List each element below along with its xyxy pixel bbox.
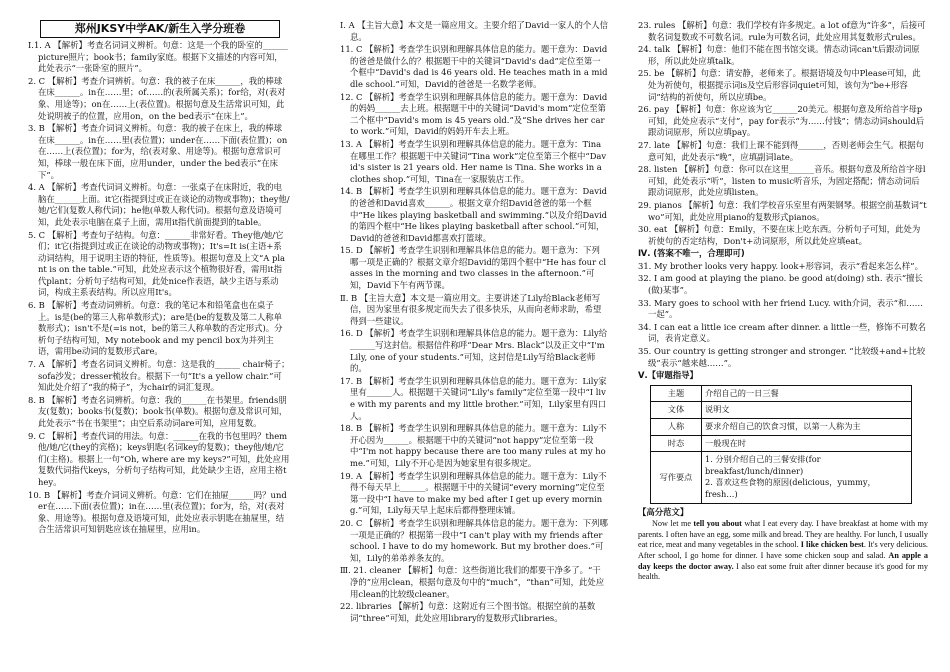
answer-item: 5. C 【解析】考查句子结构。句意：______非常好看。They他/她/它们；it它(指提到过或正在谈论的动物或事物)；It's=It is(主语+系动词结构，用于说明主语的特征，性质等)。根据句意及上文“A plant is on the table.”可知，此处应表示这个植物很好看，需用it指代plant；分析句子结构可知，此处nice作表语，缺少主语与系动词，构成主系表结构。所以应用It's。 bbox=[28, 229, 286, 298]
essay-highlight: I like chicken best bbox=[800, 540, 864, 550]
answer-item: 8. B 【解析】考查名词辨析。句意：我的______在书架里。friends朋友(复数)；books书(复数)；book书(单数)。根据句意及常识可知，此处表示“书在书架里”；由空后系动词are可知，应用复数。 bbox=[28, 394, 288, 428]
answer-item: 14. B 【解析】考查学生识别和理解具体信息的能力。题干意为：David的爸爸和David喜欢______。根据文章介绍David爸爸的第一个框中“He likes playing basketball and swimming.”以及介绍David的第四个框中“He likes playing basketball after school.”可知，David的爸爸和David都喜欢打篮球。 bbox=[340, 186, 608, 243]
writing-point: 1. 分别介绍自己的三餐安排(for breakfast/lunch/dinner) bbox=[705, 454, 821, 476]
column-middle bbox=[340, 20, 608, 625]
answer-item: 2. C 【解析】考查介词辨析。句意：我的被子在床______，我的棒球在床______。in在……里；of……的(表所属关系)；for给，对(表对象、用途等)；on在……上(表位置)。根据句意及生活常识可知，此处说明被子的位置，应用on，on the bed表示“在床上”。 bbox=[28, 75, 286, 121]
answer-item: 23. rules 【解析】句意：我们学校有许多规定。a lot of意为“许多”，后接可数名词复数或不可数名词。rule为可数名词，此处应用其复数形式rules。 bbox=[638, 20, 926, 42]
answer-item: 11. C 【解析】考查学生识别和理解具体信息的能力。题干意为：David的爸爸是做什么的？根据题干中的关键词“David's dad”定位至第一个框中“David's dad is 46 years old. He teaches math in a middle school.”可知，David的爸爸是一名数学老师。 bbox=[340, 44, 608, 89]
answer-item: 25. be 【解析】句意：请安静，老师来了。根据语境及句中Please可知，此处为祈使句，根据提示词is及空后形容词quiet可知，该句为“be+形容词”结构的祈使句，所以应填be。 bbox=[638, 68, 921, 102]
page-title: 郑州JKSY中学AK/新生入学分班卷 bbox=[40, 20, 280, 38]
answer-item: 13. A 【解析】考查学生识别和理解具体信息的能力。题干意为：Tina在哪里工作？根据题干中关键词“Tina work”定位至第三个框中“David's sister is 21 years old. Her name is Tina. She works in a clothes shop.”可知，Tina在一家服装店工作。 bbox=[340, 138, 607, 184]
column-right bbox=[638, 20, 928, 583]
table-key: 主题 bbox=[651, 385, 702, 402]
answer-item: 31. My brother looks very happy. look+形容词，表示“看起来怎么样”。 bbox=[638, 260, 923, 271]
answer-item: 19. A 【解析】考查学生识别和理解具体信息的能力。题干意为：Lily不得不每天早上______。根据题干中的关键词“every morning”定位至第一段中“I have to make my bed after I get up every morning.”可知，Lily每天早上起床后都得整理床铺。 bbox=[340, 470, 607, 516]
answer-item: 15. D 【解析】考查学生识别和理解具体信息的能力。题干意为：下列哪一项是正确的？根据文章介绍David的第四个框中“He has four classes in the morning and two classes in the afternoon.”可知，David下午有两节课。 bbox=[340, 245, 607, 291]
writing-guide-table bbox=[650, 385, 912, 504]
table-row bbox=[651, 419, 912, 436]
answer-item: Ⅰ.1. A 【解析】考查名词词义辨析。句意：这是一个我的卧室的______ picture照片；book书；family家庭。根据下文描述的内容可知，此处表示“一张卧室的照片”。 bbox=[28, 40, 288, 74]
table-row bbox=[651, 435, 912, 452]
answer-item: Ⅰ. A 【主旨大意】本文是一篇应用文。主要介绍了David一家人的个人信息。 bbox=[340, 20, 608, 42]
table-key: 写作要点 bbox=[651, 452, 702, 503]
answer-item: 20. C 【解析】考查学生识别和理解具体信息的能力。题干意为：下列哪一项是正确的？根据第一段中“I can't play with my friends after school. I have to do my homework. But my brother does.”可知，Lily的弟弟养条友的。 bbox=[340, 517, 608, 563]
answer-item: 12. C 【解析】考查学生识别和理解具体信息的能力。题干意为：David的妈妈______去上班。根据题干中的关键词“David's mom”定位至第二个框中“David's mom is 45 years old.”及“She drives her car to work.”可知，David的妈妈开车去上班。 bbox=[340, 91, 608, 137]
answer-item: 10. B 【解析】考查介词词义辨析。句意：它们在抽屉______吗？under在……下面(表位置)；in在……里(表位置)；for为，给，对(表对象、用途等)。根据句意及语境可知，此处应表示钥匙在抽屉里，结合生活常识可知钥匙应该在抽屉里，应用in。 bbox=[28, 489, 287, 535]
answer-item: 26. pay 【解析】句意：你应该为它______20美元。根据句意及所给首字母p可知，此处应表示“支付”，pay for表示“为……付钱”；情态动词should后跟动词原形，所以应填pay。 bbox=[638, 104, 925, 138]
answer-item: 30. eat 【解析】句意：Emily，不要在床上吃东西。分析句子可知，此处为祈使句的否定结构，Don't+动词原形，所以此处应填eat。 bbox=[638, 224, 921, 246]
answer-item: 33. Mary goes to school with her friend Lucy. with介词，表示“和……一起”。 bbox=[638, 297, 924, 320]
writing-point: 2. 喜欢这些食物的原因(delicious，yummy，fresh…) bbox=[705, 477, 876, 499]
answer-item: 24. talk 【解析】句意：他们不能在图书馆交谈。情态动词can't后跟动词原形，所以此处应填talk。 bbox=[638, 44, 920, 66]
essay-text: . It's very delicious. After school, I go home for dinner. I have some chicken soup and salad. bbox=[638, 540, 928, 560]
answers-part1 bbox=[28, 40, 290, 536]
answer-item: 4. A 【解析】考查代词词义辨析。句意：一张桌子在床附近，我的电脑在______上面。it它(指提到过或正在谈论的动物或事物)；they他/她/它们(复数人称代词)；he他(单数人称代词)。根据句意及语境可知，此处表示电脑在桌子上面，需用it指代前面提到的table。 bbox=[28, 182, 290, 227]
answer-item: 18. B 【解析】考查学生识别和理解具体信息的能力。题干意为：Lily不开心因为______。根据题干中的关键词“not happy”定位至第一段中“I'm not happy because there are too many rules at my home.”可知，Lily不开心是因为她家里有很多规定。 bbox=[340, 423, 607, 468]
answer-item: 28. listen 【解析】句意：你可以在这里______音乐。根据句意及所给首字母l可知，此处表示“听”，listen to music听音乐，为固定搭配；情态动词后跟动词原形，此处应填listen。 bbox=[638, 164, 926, 198]
table-key: 文体 bbox=[651, 402, 702, 419]
table-row bbox=[651, 402, 912, 419]
section-heading: Ⅴ.【审题指导】 bbox=[638, 370, 698, 381]
answer-item: 29. pianos 【解析】句意：我们学校音乐室里有两架钢琴。根据空前基数词“two”可知，此处应用piano的复数形式pianos。 bbox=[638, 199, 927, 222]
table-row bbox=[651, 385, 912, 402]
answer-item: 16. D 【解析】考查学生识别和理解具体信息的能力。题干意为：Lily给______写这封信。根据信件称呼“Dear Mrs. Black”以及正文中“I'm Lily, one of your students.”可知，这封信是Lily写给Black老师的。 bbox=[340, 328, 608, 374]
essay-text: I also eat some fruit after dinner because it's good for my health. bbox=[638, 561, 928, 582]
answer-item: 34. I can eat a little ice cream after dinner. a little一些，修饰不可数名词，表肯定意义。 bbox=[638, 321, 926, 344]
section-heading: Ⅳ. (答案不唯一，合理即可) bbox=[638, 248, 745, 259]
answer-item: 3. B 【解析】考查介词词义辨析。句意：我的被子在床上，我的棒球在床______。in在……里(表位置)；under在……下面(表位置)；on在……上(表位置)；for为，给(表对象、用途等)。根据句意常识可知，棒球一般在床下面，应用under，under the bed表示“在床下”。 bbox=[28, 123, 288, 180]
table-key: 时态 bbox=[651, 435, 702, 452]
table-value: 一般现在时 bbox=[702, 435, 912, 452]
answer-item: 32. I am good at playing the piano. be good at(doing) sth. 表示“擅长(做)某事”。 bbox=[638, 273, 923, 296]
column-left bbox=[28, 20, 290, 537]
answer-item: 17. B 【解析】考查学生识别和理解具体信息的能力。题干意为：Lily家里有______人。根据题干关键词“Lily's family”定位至第一段中“I live with my parents and my little brother.”可知，Lily家里有四口人。 bbox=[340, 375, 607, 421]
answer-item: 22. libraries 【解析】句意：这附近有三个图书馆。根据空前的基数词“three”可知，此处应用library的复数形式libraries。 bbox=[340, 601, 596, 623]
model-essay bbox=[638, 519, 928, 583]
essay-highlight: An apple a day keeps the doctor away. bbox=[638, 550, 928, 571]
answer-item: 9. C 【解析】考查代词的用法。句意：______在我的书包里吗？them他/她/它(they的宾格)；keys钥匙(名词key的复数)；they他/她/它们(主格)。根据上一句“Oh, where are my keys?”可知，此处应用复数代词指代keys，分析句子结构可知，此处缺少主语，应用主格they。 bbox=[28, 430, 290, 487]
table-value: 要求介绍自己的饮食习惯，以第一人称为主 bbox=[702, 419, 912, 436]
table-row bbox=[651, 452, 912, 503]
model-essay-heading: 【高分范文】 bbox=[638, 506, 689, 517]
table-key: 人称 bbox=[651, 419, 702, 436]
essay-text: what I eat every day. I have breakfast at home with my parents. I often have an egg, some milk and bread. They are healthy. For lunch, I usually eat rice, meat and many vegetables in the school. bbox=[638, 519, 928, 550]
essay-highlight: tell you about bbox=[693, 519, 742, 529]
essay-text: Now let me bbox=[652, 519, 694, 529]
answer-item: 35. Our country is getting stronger and stronger. “比较级+and+比较级”表示“越来越……”。 bbox=[638, 346, 926, 368]
table-value: 介绍自己的一日三餐 bbox=[702, 385, 912, 402]
table-value bbox=[702, 452, 912, 503]
answer-item: Ⅲ. 21. cleaner 【解析】句意：这些街道比我们的都要干净多了。“干净的”应用clean，根据句意及句中的“much”，“than”可知，此处应用clean的比较级cleaner。 bbox=[340, 565, 605, 599]
answer-item: 27. late 【解析】句意：我们上课不能到得______，否则老师会生气。根据句意可知，此处表示“晚”，应填副词late。 bbox=[638, 139, 924, 162]
table-value: 说明文 bbox=[702, 402, 912, 419]
answer-item: 6. B 【解析】考查动词辨析。句意：我的笔记本和铅笔盒也在桌子上。is是(be的第三人称单数形式)；are是(be的复数及第二人称单数形式)；isn't不是(=is not，be的第三人称单数的否定形式)。分析句子结构可知，My notebook and my pencil box为并列主语，需用be动词的复数形式are。 bbox=[28, 300, 283, 357]
answer-item: 7. A 【解析】考查名词词义辨析。句意：这是我的______ chair椅子；sofa沙发；dresser梳妆台。根据下一句“It's a yellow chair.”可知此处介绍了“我的椅子”，为chair的词汇复现。 bbox=[28, 359, 290, 393]
answer-item: Ⅱ. B 【主旨大意】本文是一篇应用文。主要讲述了Lily给Black老师写信，因为家里有很多规定而失去了很多快乐，从而向老师求助，希望得到一些建议。 bbox=[340, 292, 602, 326]
